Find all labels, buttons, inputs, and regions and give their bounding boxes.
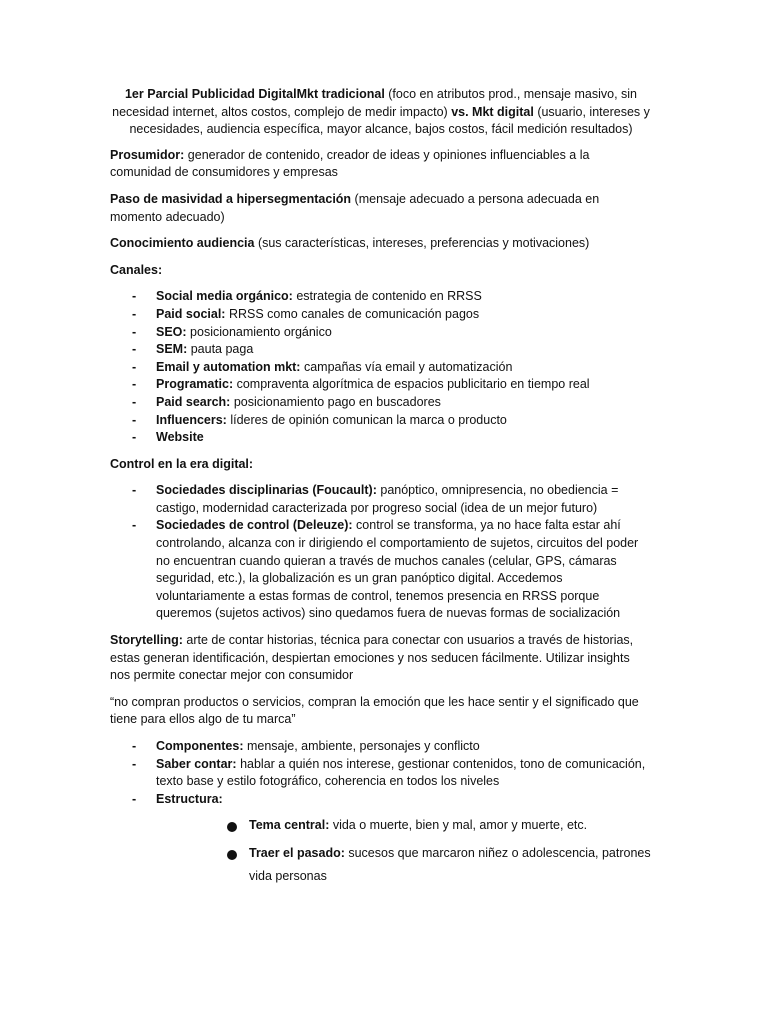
list-item: [110, 412, 652, 430]
prosumidor-paragraph: [110, 147, 652, 182]
canal-text: estrategia de contenido en RRSS: [292, 289, 482, 304]
bullet-text: vida o muerte, bien y mal, amor y muerte, etc.: [329, 818, 588, 833]
mkt-digital-text: (usuario, intereses y necesidades, audiencia específica, mayor alcance, bajos costos, fácil medición resultados): [129, 104, 650, 137]
list-item: [110, 341, 652, 359]
componentes-text: mensaje, ambiente, personajes y conflicto: [243, 739, 480, 753]
list-item: [110, 738, 652, 756]
list-item: [110, 288, 652, 306]
list-item: [110, 324, 652, 342]
storytelling-list: [110, 738, 652, 888]
prosumidor-term: Prosumidor:: [110, 147, 185, 162]
mkt-digital-term: vs. Mkt digital: [451, 104, 534, 119]
document-title: 1er Parcial Publicidad Digital: [124, 87, 297, 101]
canal-text: posicionamiento pago en buscadores: [230, 394, 441, 409]
canal-term: Programatic:: [156, 377, 234, 392]
intro-paragraph: [110, 86, 652, 139]
bullet-item: [202, 842, 652, 888]
canales-heading-text: Canales:: [110, 262, 163, 277]
estructura-bullets: [156, 814, 652, 888]
control-term: Sociedades disciplinarias (Foucault):: [156, 483, 377, 498]
canal-term: SEM:: [156, 342, 188, 357]
list-item: [110, 429, 652, 447]
canal-term: Paid search:: [156, 394, 231, 409]
bullet-term: Tema central:: [249, 818, 330, 833]
canal-term: Email y automation mkt:: [156, 359, 301, 374]
canales-heading: [110, 262, 652, 280]
audiencia-term: Conocimiento audiencia: [110, 236, 255, 251]
list-item: [110, 359, 652, 377]
canal-term: Website: [156, 430, 204, 445]
storytelling-text: arte de contar historias, técnica para conectar con usuarios a través de historias, estas generan identificación, despiertan emociones y nos seducen fácilmente. Utilizar insights nos permite conectar mejor con consumidor: [110, 633, 634, 683]
canal-text: posicionamiento orgánico: [186, 324, 332, 339]
masividad-term: Paso de masividad a hipersegmentación: [110, 191, 352, 206]
list-item: [110, 482, 652, 517]
document-body: [110, 86, 652, 897]
canal-term: SEO:: [156, 324, 187, 339]
quote-paragraph: “no compran productos o servicios, compran la emoción que les hace sentir y el significado que tiene para ellos algo de tu marca”: [110, 694, 639, 727]
canal-text: pauta paga: [187, 342, 254, 357]
control-heading-text: Control en la era digital:: [110, 456, 254, 471]
mkt-tradicional-text: (foco en atributos prod., mensaje masivo, sin necesidad internet, altos costos, complejo de medir impacto): [112, 87, 638, 119]
bullet-term: Traer el pasado:: [249, 846, 345, 861]
mkt-tradicional-term: Mkt tradicional: [296, 87, 385, 101]
control-heading: [110, 456, 652, 474]
storytelling-paragraph: [110, 632, 652, 685]
bullet-text: sucesos que marcaron niñez o adolescencia, patrones vida personas: [249, 846, 651, 884]
storytelling-term: Storytelling:: [110, 633, 183, 648]
canal-text: líderes de opinión comunican la marca o producto: [226, 412, 507, 427]
canal-text: compraventa algorítmica de espacios publicitario en tiempo real: [233, 377, 590, 392]
control-text: control se transforma, ya no hace falta estar ahí controlando, alcanza con ir dirigiendo el comportamiento de sujetos, circuitos del poder no encuentran cuando quieran a través de muchos canales (celular, GPS, cámaras seguridad, etc.), la globalización es un gran panóptico digital. Accedemos voluntariamente a estas formas de control, tenemos presencia en RRSS porque queremos (sujetos activos) sino quedamos fuera de nuevas formas de socialización: [156, 518, 639, 621]
masividad-text: (mensaje adecuado a persona adecuada en momento adecuado): [110, 191, 600, 224]
saber-contar-text: hablar a quién nos interese, gestionar contenidos, tono de comunicación, texto base y estilo fotográfico, coherencia en todos los niveles: [156, 756, 646, 789]
componentes-term: Componentes:: [156, 739, 244, 753]
control-text: panóptico, omnipresencia, no obediencia = castigo, modernidad caracterizada por progreso social (idea de un mejor futuro): [156, 483, 619, 515]
control-list: [110, 482, 652, 623]
list-item: [110, 756, 652, 791]
list-item: [110, 376, 652, 394]
masividad-paragraph: [110, 191, 652, 226]
list-item: [110, 306, 652, 324]
canal-text: campañas vía email y automatización: [300, 359, 513, 374]
list-item: [110, 791, 652, 889]
audiencia-text: (sus características, intereses, preferencias y motivaciones): [254, 236, 590, 251]
bullet-item: [202, 814, 652, 837]
list-item: [110, 517, 652, 623]
canales-list: [110, 288, 652, 446]
canal-term: Social media orgánico:: [156, 289, 293, 304]
saber-contar-term: Saber contar:: [156, 756, 237, 771]
list-item: [110, 394, 652, 412]
canal-text: RRSS como canales de comunicación pagos: [225, 306, 480, 321]
canal-term: Influencers:: [156, 412, 227, 427]
audiencia-paragraph: [110, 235, 652, 253]
prosumidor-text: generador de contenido, creador de ideas y opiniones influenciables a la comunidad de consumidores y empresas: [110, 147, 590, 180]
estructura-term: Estructura:: [156, 791, 223, 806]
canal-term: Paid social:: [156, 306, 226, 321]
control-term: Sociedades de control (Deleuze):: [156, 518, 353, 533]
